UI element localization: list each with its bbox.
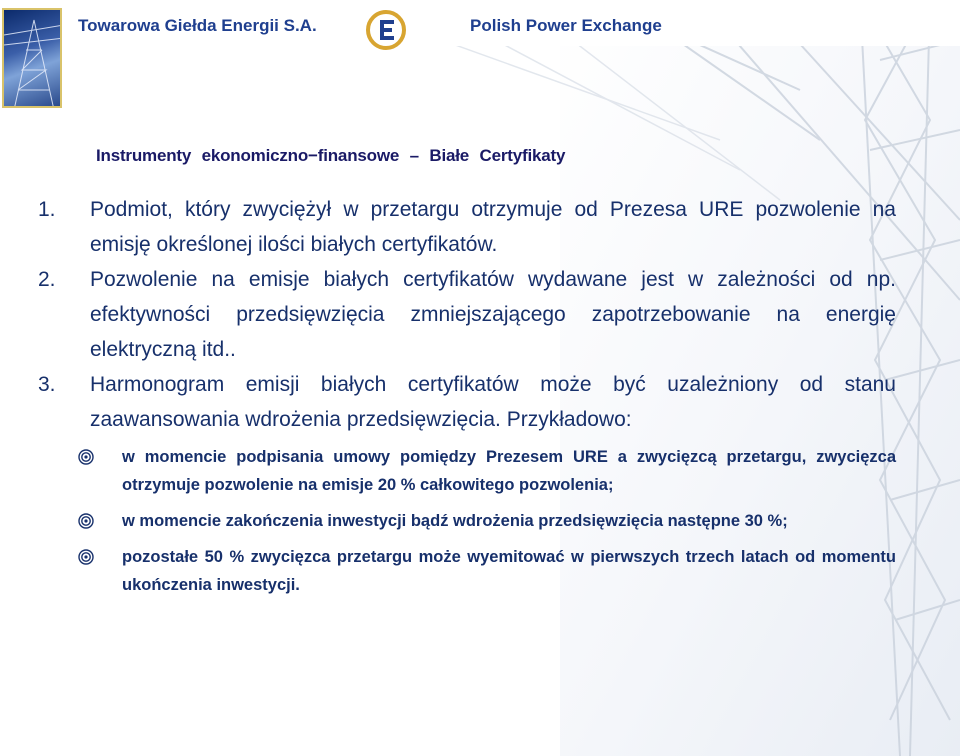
bullet-item: [34, 543, 896, 599]
company-name-polish: Towarowa Giełda Energii S.A.: [78, 16, 317, 35]
slide-title: Instrumenty ekonomiczno−finansowe – Białe Certyfikaty: [96, 146, 566, 165]
item-number: 3.: [38, 373, 56, 396]
bullet-text: pozostałe 50 % zwycięzca przetargu może wyemitować w pierwszych trzech latach od momentu ukończenia inwestycji.: [122, 548, 896, 594]
circle-bullet-icon: [78, 449, 94, 465]
circle-bullet-icon: [78, 549, 94, 565]
bullet-text: w momencie podpisania umowy pomiędzy Prezesem URE a zwycięzcą przetargu, zwycięzca otrzymuje pozwolenie na emisje 20 % całkowitego pozwolenia;: [122, 448, 896, 494]
item-number: 2.: [38, 268, 56, 291]
slide-content: [34, 192, 896, 607]
item-text: Podmiot, który zwyciężył w przetargu otrzymuje od Prezesa URE pozwolenie na emisję określonej ilości białych certyfikatów.: [90, 198, 896, 256]
item-number: 1.: [38, 198, 56, 221]
item-text: Harmonogram emisji białych certyfikatów może być uzależniony od stanu zaawansowania wdrożenia przedsięwzięcia. Przykładowo:: [90, 373, 896, 431]
bullet-item: [34, 507, 896, 535]
bullet-item: [34, 443, 896, 499]
bullet-text: w momencie zakończenia inwestycji bądź wdrożenia przedsięwzięcia następne 30 %;: [122, 512, 788, 530]
company-name-english: Polish Power Exchange: [470, 16, 662, 35]
item-text: Pozwolenie na emisje białych certyfikatów wydawane jest w zależności od np. efektywności przedsięwzięcia zmniejszającego zapotrzebowanie na energię elektryczną itd..: [90, 268, 896, 361]
bullet-list: [34, 443, 896, 599]
circle-bullet-icon: [78, 513, 94, 529]
pylon-photo: [2, 8, 62, 108]
numbered-item: [34, 367, 896, 437]
numbered-item: [34, 192, 896, 262]
numbered-item: [34, 262, 896, 367]
tge-logo-icon: [364, 8, 408, 52]
